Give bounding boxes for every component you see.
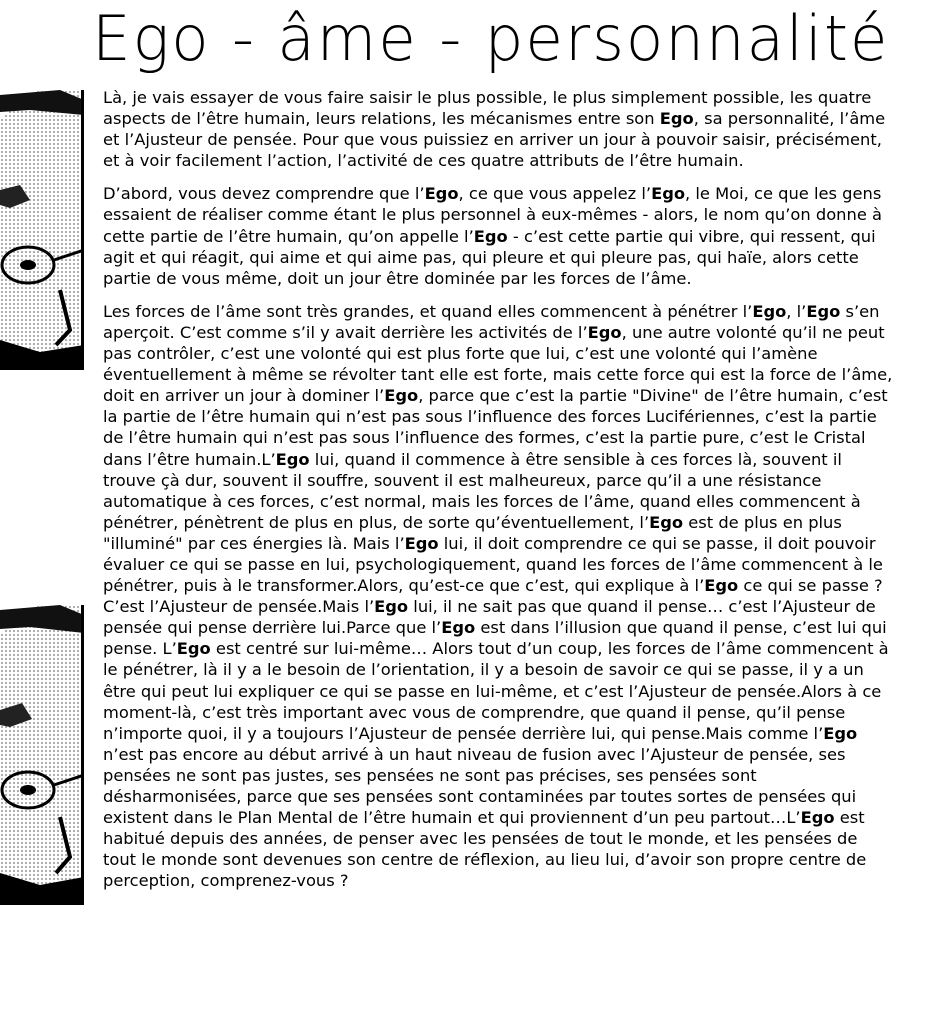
keyword-ego: Ego: [176, 639, 211, 659]
keyword-ego: Ego: [473, 226, 508, 246]
keyword-ego: Ego: [806, 301, 841, 321]
keyword-ego: Ego: [823, 723, 858, 743]
keyword-ego: Ego: [704, 576, 739, 596]
keyword-ego: Ego: [404, 533, 439, 553]
keyword-ego: Ego: [275, 449, 310, 469]
keyword-ego: Ego: [752, 301, 787, 321]
paragraph-3: Les forces de l’âme sont très grandes, et quand elles commencent à pénétrer l’Ego, l’Ego s’en aperçoit. C’est comme s’il y avait derrière les activités de l’Ego, une autre volonté qu’il ne peut pas contrôler, c’est une volonté qui est plus forte que lui, c’est une volonté qui l’amène éventuellement à même se révolter tant elle est forte, mais cette force qui est la force de l’âme, doit en arriver un jour à dominer l’Ego, parce que c’est la partie "Divine" de l’être humain, c’est la partie de l’être humain qui n’est pas sous l’influence des forces Lucifériennes, c’est la partie de l’être humain qui n’est pas sous l’influence des formes, c’est la partie pure, c’est le Cristal dans l’être humain.L’Ego lui, quand il commence à être sensible à ces forces là, souvent il trouve çà dur, souvent il souffre, souvent il est malheureux, parce qu’il a une résistance automatique à ces forces, c’est normal, mais les forces de l’âme, quand elles commencent à pénétrer, pénètrent de plus en plus, de sorte qu’éventuellement, l’Ego est de plus en plus "illuminé" par ces énergies là. Mais l’Ego lui, il doit comprendre ce qui se passe, il doit pouvoir évaluer ce qui se passe en lui, psychologiquement, quand les forces de l’âme commencent à le pénétrer, puis à le transformer.Alors, qu’est-ce que c’est, qui explique à l’Ego ce qui se passe ?C’est l’Ajusteur de pensée.Mais l’Ego lui, il ne sait pas que quand il pense… c’est l’Ajusteur de pensée qui pense derrière lui.Parce que l’Ego est dans l’illusion que quand il pense, c’est lui qui pense. L’Ego est centré sur lui-même… Alors tout d’un coup, les forces de l’âme commencent à le pénétrer, là il y a le besoin de l’orientation, il y a besoin de savoir ce qui se passe, il y a un être qui peut lui expliquer ce qui se passe en lui-même, et c’est l’Ajusteur de pensée.Alors à ce moment-là, c’est très important avec vous de comprendre, que quand il pense, qu’il pense n’importe quoi, il y a toujours l’Ajusteur de pensée derrière lui, qui pense.Mais comme l’Ego n’est pas encore au début arrivé à un haut niveau de fusion avec l’Ajusteur de pensée, ses pensées ne sont pas justes, ses pensées ne sont pas précises, ses pensées sont désharmonisées, parce que ses pensées sont contaminées par toutes sortes de pensées qui existent dans le Plan Mental de l’être humain et qui proviennent d’un peu partout…L’Ego est habitué depuis des années, de penser avec les pensées de tout le monde, et les pensées de tout le monde sont devenues son centre de réflexion, au lieu lui, d’avoir son propre centre de perception, comprenez-vous ?: [103, 301, 893, 891]
keyword-ego: Ego: [424, 184, 459, 204]
paragraph-1: Là, je vais essayer de vous faire saisir le plus possible, le plus simplement possible, les quatre aspects de l’être humain, leurs relations, les mécanismes entre son Ego, sa personnalité, l’âme et l’Ajusteur de pensée. Pour que vous puissiez en arriver un jour à pouvoir saisir, précisément, et à voir facilement l’action, l’activité de ces quatre attributs de l’être humain.: [103, 88, 886, 171]
page-title: Ego - âme - personnalité: [92, 2, 890, 75]
keyword-ego: Ego: [800, 808, 835, 828]
portrait-photo-top: [0, 90, 84, 370]
keyword-ego: Ego: [441, 618, 476, 638]
portrait-photo-bottom: [0, 605, 84, 905]
keyword-ego: Ego: [384, 386, 419, 406]
keyword-ego: Ego: [659, 109, 694, 129]
keyword-ego: Ego: [651, 184, 686, 204]
keyword-ego: Ego: [649, 512, 684, 532]
article-body: [103, 87, 893, 903]
keyword-ego: Ego: [587, 322, 622, 342]
keyword-ego: Ego: [374, 597, 409, 617]
paragraph-2: D’abord, vous devez comprendre que l’Ego, ce que vous appelez l’Ego, le Moi, ce que les gens essaient de réaliser comme étant le plus personnel à eux-mêmes - alors, le nom qu’on donne à cette partie de l’être humain, qu’on appelle l’Ego - c’est cette partie qui vibre, qui ressent, qui agit et qui réagit, qui aime et qui aime pas, qui pleure et qui pleure pas, qui haïe, alors cette partie de vous même, doit un jour être dominée par les forces de l’âme.: [103, 184, 882, 288]
